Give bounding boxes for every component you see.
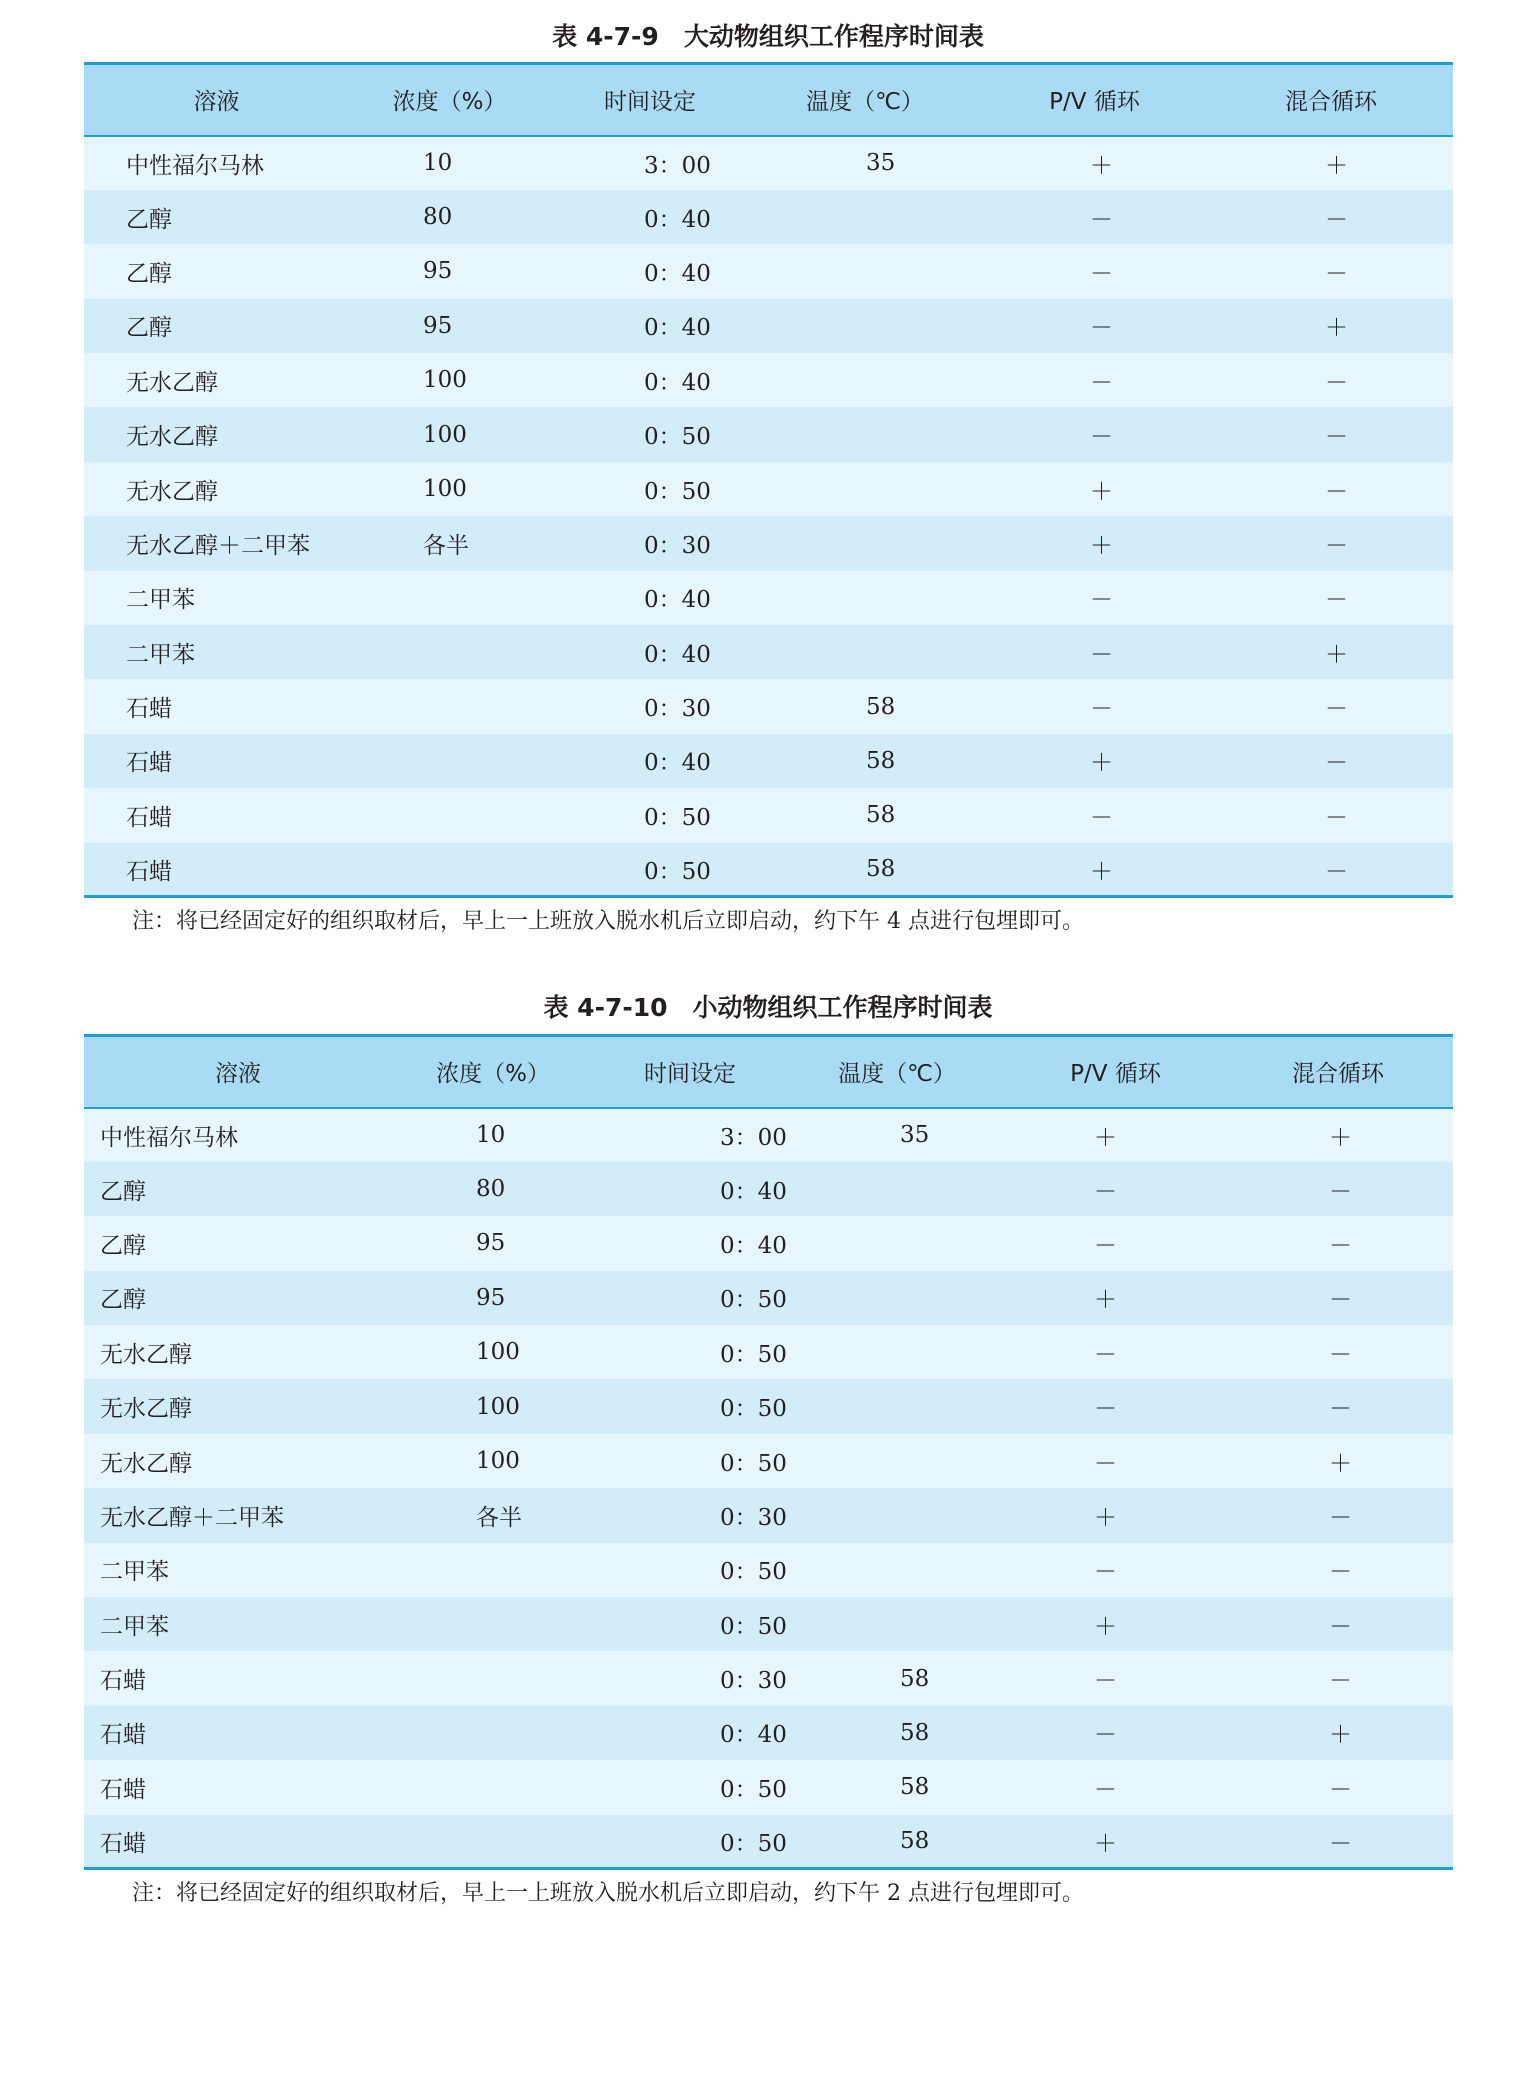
- mix-cycle-cell: －: [1329, 1504, 1352, 1531]
- column-header: P/V 循环: [980, 64, 1209, 136]
- solution-cell: 无水乙醇: [126, 478, 218, 505]
- table-row: [84, 571, 1453, 625]
- concentration-cell: [349, 679, 550, 733]
- solution-cell: 无水乙醇＋二甲苯: [100, 1504, 284, 1531]
- table-row: [84, 516, 1453, 570]
- concentration-cell: [349, 571, 550, 625]
- time-setting-cell: 3：00: [720, 1124, 787, 1151]
- table-note: 注：将已经固定好的组织取材后，早上一上班放入脱水机后立即启动，约下午 4 点进行包埋即可。: [132, 909, 1084, 934]
- table-row: [84, 734, 1453, 788]
- temperature-cell: 35: [866, 150, 896, 177]
- temperature-cell: 58: [866, 802, 896, 829]
- concentration-cell: 各半: [476, 1504, 522, 1531]
- temperature-cell: [750, 190, 980, 244]
- pv-cycle-cell: －: [1090, 696, 1113, 723]
- table-row: [84, 1434, 1453, 1488]
- temperature-cell: 58: [900, 1719, 930, 1746]
- pv-cycle-cell: ＋: [1090, 532, 1113, 559]
- temperature-cell: [750, 353, 980, 407]
- pv-cycle-cell: ＋: [1094, 1830, 1117, 1857]
- solution-cell: 石蜡: [126, 750, 172, 777]
- concentration-cell: 100: [423, 421, 467, 448]
- solution-cell: 石蜡: [126, 858, 172, 885]
- table-row: [84, 353, 1453, 407]
- pv-cycle-cell: ＋: [1090, 858, 1113, 885]
- mix-cycle-cell: －: [1325, 750, 1348, 777]
- time-setting-cell: 0：50: [720, 1776, 787, 1803]
- time-setting-cell: 0：40: [644, 750, 711, 777]
- solution-cell: 石蜡: [100, 1668, 146, 1695]
- concentration-cell: 10: [423, 150, 453, 177]
- solution-cell: 中性福尔马林: [100, 1124, 238, 1151]
- time-setting-cell: 0：40: [644, 206, 711, 233]
- column-header: 溶液: [84, 64, 349, 136]
- mix-cycle-cell: ＋: [1329, 1124, 1352, 1151]
- table-row: [84, 1760, 1453, 1814]
- temperature-cell: 58: [900, 1828, 930, 1855]
- mix-cycle-cell: ＋: [1325, 315, 1348, 342]
- column-header: 混合循环: [1223, 1036, 1453, 1108]
- temperature-cell: [786, 1543, 1008, 1597]
- temperature-cell: 58: [866, 747, 896, 774]
- large-animal-schedule-table: [84, 62, 1453, 898]
- mix-cycle-cell: －: [1329, 1396, 1352, 1423]
- column-header: 浓度（%）: [392, 1036, 594, 1108]
- time-setting-cell: 0：50: [720, 1613, 787, 1640]
- temperature-cell: [750, 299, 980, 353]
- concentration-cell: 95: [423, 312, 453, 339]
- solution-cell: 石蜡: [100, 1776, 146, 1803]
- mix-cycle-cell: ＋: [1329, 1450, 1352, 1477]
- temperature-cell: 35: [900, 1122, 930, 1149]
- concentration-cell: 95: [476, 1284, 506, 1311]
- concentration-cell: 100: [423, 367, 467, 394]
- time-setting-cell: 0：50: [644, 424, 711, 451]
- solution-cell: 石蜡: [126, 696, 172, 723]
- temperature-cell: [750, 407, 980, 461]
- pv-cycle-cell: ＋: [1090, 478, 1113, 505]
- mix-cycle-cell: －: [1329, 1613, 1352, 1640]
- table-header: [84, 64, 1453, 136]
- pv-cycle-cell: －: [1090, 587, 1113, 614]
- column-header: 温度（℃）: [750, 64, 980, 136]
- time-setting-cell: 0：40: [644, 641, 711, 668]
- temperature-cell: [750, 462, 980, 516]
- concentration-cell: [349, 788, 550, 842]
- time-setting-cell: 0：30: [644, 532, 711, 559]
- temperature-cell: [750, 625, 980, 679]
- mix-cycle-cell: ＋: [1329, 1722, 1352, 1749]
- column-header: 溶液: [84, 1036, 392, 1108]
- mix-cycle-cell: －: [1329, 1341, 1352, 1368]
- pv-cycle-cell: －: [1094, 1178, 1117, 1205]
- table-row: [84, 625, 1453, 679]
- column-header: 时间设定: [550, 64, 750, 136]
- mix-cycle-cell: －: [1329, 1776, 1352, 1803]
- column-header: 浓度（%）: [349, 64, 550, 136]
- temperature-cell: [786, 1488, 1008, 1542]
- mix-cycle-cell: －: [1325, 532, 1348, 559]
- time-setting-cell: 0：50: [644, 858, 711, 885]
- mix-cycle-cell: －: [1325, 587, 1348, 614]
- pv-cycle-cell: －: [1090, 641, 1113, 668]
- solution-cell: 石蜡: [126, 804, 172, 831]
- mix-cycle-cell: －: [1325, 206, 1348, 233]
- concentration-cell: 95: [476, 1230, 506, 1257]
- time-setting-cell: 0：40: [644, 587, 711, 614]
- concentration-cell: 各半: [423, 532, 469, 559]
- pv-cycle-cell: ＋: [1090, 750, 1113, 777]
- concentration-cell: 100: [476, 1393, 520, 1420]
- time-setting-cell: 0：40: [644, 315, 711, 342]
- table-row: [84, 1271, 1453, 1325]
- solution-cell: 乙醇: [100, 1287, 146, 1314]
- mix-cycle-cell: ＋: [1325, 152, 1348, 179]
- mix-cycle-cell: －: [1329, 1830, 1352, 1857]
- solution-cell: 无水乙醇＋二甲苯: [126, 532, 310, 559]
- table-row: [84, 1651, 1453, 1705]
- time-setting-cell: 0：50: [720, 1396, 787, 1423]
- table-row: [84, 462, 1453, 516]
- small-animal-schedule-table: [84, 1034, 1453, 1870]
- table-row: [84, 1543, 1453, 1597]
- solution-cell: 无水乙醇: [126, 369, 218, 396]
- solution-cell: 二甲苯: [126, 641, 195, 668]
- table-row: [84, 190, 1453, 244]
- pv-cycle-cell: ＋: [1094, 1613, 1117, 1640]
- mix-cycle-cell: －: [1325, 804, 1348, 831]
- solution-cell: 石蜡: [100, 1830, 146, 1857]
- mix-cycle-cell: －: [1329, 1232, 1352, 1259]
- temperature-cell: [750, 571, 980, 625]
- mix-cycle-cell: －: [1325, 858, 1348, 885]
- pv-cycle-cell: －: [1094, 1450, 1117, 1477]
- temperature-cell: [750, 244, 980, 298]
- solution-cell: 乙醇: [126, 260, 172, 287]
- pv-cycle-cell: －: [1094, 1776, 1117, 1803]
- time-setting-cell: 3：00: [644, 152, 711, 179]
- concentration-cell: [392, 1760, 594, 1814]
- table-row: [84, 1597, 1453, 1651]
- mix-cycle-cell: －: [1325, 369, 1348, 396]
- temperature-cell: 58: [900, 1774, 930, 1801]
- concentration-cell: 100: [423, 476, 467, 503]
- time-setting-cell: 0：50: [720, 1450, 787, 1477]
- temperature-cell: 58: [900, 1665, 930, 1692]
- mix-cycle-cell: －: [1329, 1287, 1352, 1314]
- concentration-cell: [392, 1543, 594, 1597]
- solution-cell: 乙醇: [126, 315, 172, 342]
- header-row: [84, 64, 1453, 136]
- mix-cycle-cell: －: [1325, 424, 1348, 451]
- pv-cycle-cell: －: [1090, 315, 1113, 342]
- solution-cell: 无水乙醇: [126, 424, 218, 451]
- pv-cycle-cell: ＋: [1094, 1287, 1117, 1314]
- table-row: [84, 244, 1453, 298]
- pv-cycle-cell: ＋: [1094, 1504, 1117, 1531]
- header-row: [84, 1036, 1453, 1108]
- time-setting-cell: 0：50: [720, 1287, 787, 1314]
- time-setting-cell: 0：50: [720, 1559, 787, 1586]
- concentration-cell: 80: [476, 1176, 506, 1203]
- table-row: [84, 1108, 1453, 1162]
- pv-cycle-cell: －: [1090, 424, 1113, 451]
- temperature-cell: 58: [866, 693, 896, 720]
- table-header: [84, 1036, 1453, 1108]
- concentration-cell: [349, 843, 550, 897]
- concentration-cell: 95: [423, 258, 453, 285]
- concentration-cell: [392, 1597, 594, 1651]
- pv-cycle-cell: －: [1090, 369, 1113, 396]
- solution-cell: 无水乙醇: [100, 1341, 192, 1368]
- mix-cycle-cell: －: [1325, 478, 1348, 505]
- time-setting-cell: 0：50: [720, 1830, 787, 1857]
- time-setting-cell: 0：40: [720, 1232, 787, 1259]
- time-setting-cell: 0：30: [720, 1668, 787, 1695]
- temperature-cell: [786, 1597, 1008, 1651]
- solution-cell: 无水乙醇: [100, 1396, 192, 1423]
- temperature-cell: [786, 1379, 1008, 1433]
- pv-cycle-cell: －: [1090, 260, 1113, 287]
- temperature-cell: [786, 1325, 1008, 1379]
- table-row: [84, 1488, 1453, 1542]
- solution-cell: 二甲苯: [100, 1613, 169, 1640]
- concentration-cell: 10: [476, 1122, 506, 1149]
- mix-cycle-cell: －: [1325, 696, 1348, 723]
- table-row: [84, 1325, 1453, 1379]
- time-setting-cell: 0：50: [644, 478, 711, 505]
- temperature-cell: [786, 1162, 1008, 1216]
- column-header: 混合循环: [1209, 64, 1453, 136]
- solution-cell: 乙醇: [100, 1178, 146, 1205]
- time-setting-cell: 0：40: [644, 369, 711, 396]
- solution-cell: 无水乙醇: [100, 1450, 192, 1477]
- time-setting-cell: 0：30: [720, 1504, 787, 1531]
- concentration-cell: 80: [423, 204, 453, 231]
- table-row: [84, 407, 1453, 461]
- time-setting-cell: 0：40: [644, 260, 711, 287]
- table-row: [84, 299, 1453, 353]
- concentration-cell: [349, 625, 550, 679]
- mix-cycle-cell: －: [1325, 260, 1348, 287]
- table-row: [84, 1216, 1453, 1270]
- concentration-cell: [392, 1706, 594, 1760]
- table-row: [84, 136, 1453, 190]
- table-note: 注：将已经固定好的组织取材后，早上一上班放入脱水机后立即启动，约下午 2 点进行包埋即可。: [132, 1881, 1084, 1906]
- time-setting-cell: 0：50: [644, 804, 711, 831]
- table-row: [84, 1162, 1453, 1216]
- table-body: [84, 136, 1453, 897]
- table-row: [84, 679, 1453, 733]
- column-header: 时间设定: [594, 1036, 786, 1108]
- table-row: [84, 843, 1453, 897]
- solution-cell: 二甲苯: [126, 587, 195, 614]
- pv-cycle-cell: －: [1094, 1396, 1117, 1423]
- temperature-cell: [786, 1216, 1008, 1270]
- pv-cycle-cell: －: [1090, 804, 1113, 831]
- time-setting-cell: 0：40: [720, 1722, 787, 1749]
- mix-cycle-cell: －: [1329, 1668, 1352, 1695]
- pv-cycle-cell: ＋: [1094, 1124, 1117, 1151]
- time-setting-cell: 0：30: [644, 696, 711, 723]
- column-header: 温度（℃）: [786, 1036, 1008, 1108]
- mix-cycle-cell: －: [1329, 1559, 1352, 1586]
- table-body: [84, 1108, 1453, 1869]
- solution-cell: 石蜡: [100, 1722, 146, 1749]
- solution-cell: 中性福尔马林: [126, 152, 264, 179]
- pv-cycle-cell: －: [1094, 1668, 1117, 1695]
- time-setting-cell: 0：50: [720, 1341, 787, 1368]
- solution-cell: 乙醇: [126, 206, 172, 233]
- mix-cycle-cell: ＋: [1325, 641, 1348, 668]
- concentration-cell: [392, 1651, 594, 1705]
- pv-cycle-cell: －: [1090, 206, 1113, 233]
- temperature-cell: [786, 1434, 1008, 1488]
- temperature-cell: [750, 516, 980, 570]
- table-title-large-animal: 表 4-7-9 大动物组织工作程序时间表: [552, 22, 984, 51]
- solution-cell: 乙醇: [100, 1232, 146, 1259]
- pv-cycle-cell: ＋: [1090, 152, 1113, 179]
- pv-cycle-cell: －: [1094, 1722, 1117, 1749]
- time-setting-cell: 0：40: [720, 1178, 787, 1205]
- pv-cycle-cell: －: [1094, 1559, 1117, 1586]
- temperature-cell: [786, 1271, 1008, 1325]
- table-row: [84, 1706, 1453, 1760]
- column-header: P/V 循环: [1008, 1036, 1223, 1108]
- concentration-cell: 100: [476, 1339, 520, 1366]
- mix-cycle-cell: －: [1329, 1178, 1352, 1205]
- pv-cycle-cell: －: [1094, 1341, 1117, 1368]
- table-title-small-animal: 表 4-7-10 小动物组织工作程序时间表: [543, 993, 993, 1022]
- pv-cycle-cell: －: [1094, 1232, 1117, 1259]
- table-row: [84, 788, 1453, 842]
- temperature-cell: 58: [866, 856, 896, 883]
- concentration-cell: [392, 1815, 594, 1869]
- table-row: [84, 1379, 1453, 1433]
- concentration-cell: [349, 734, 550, 788]
- concentration-cell: 100: [476, 1448, 520, 1475]
- table-row: [84, 1815, 1453, 1869]
- solution-cell: 二甲苯: [100, 1559, 169, 1586]
